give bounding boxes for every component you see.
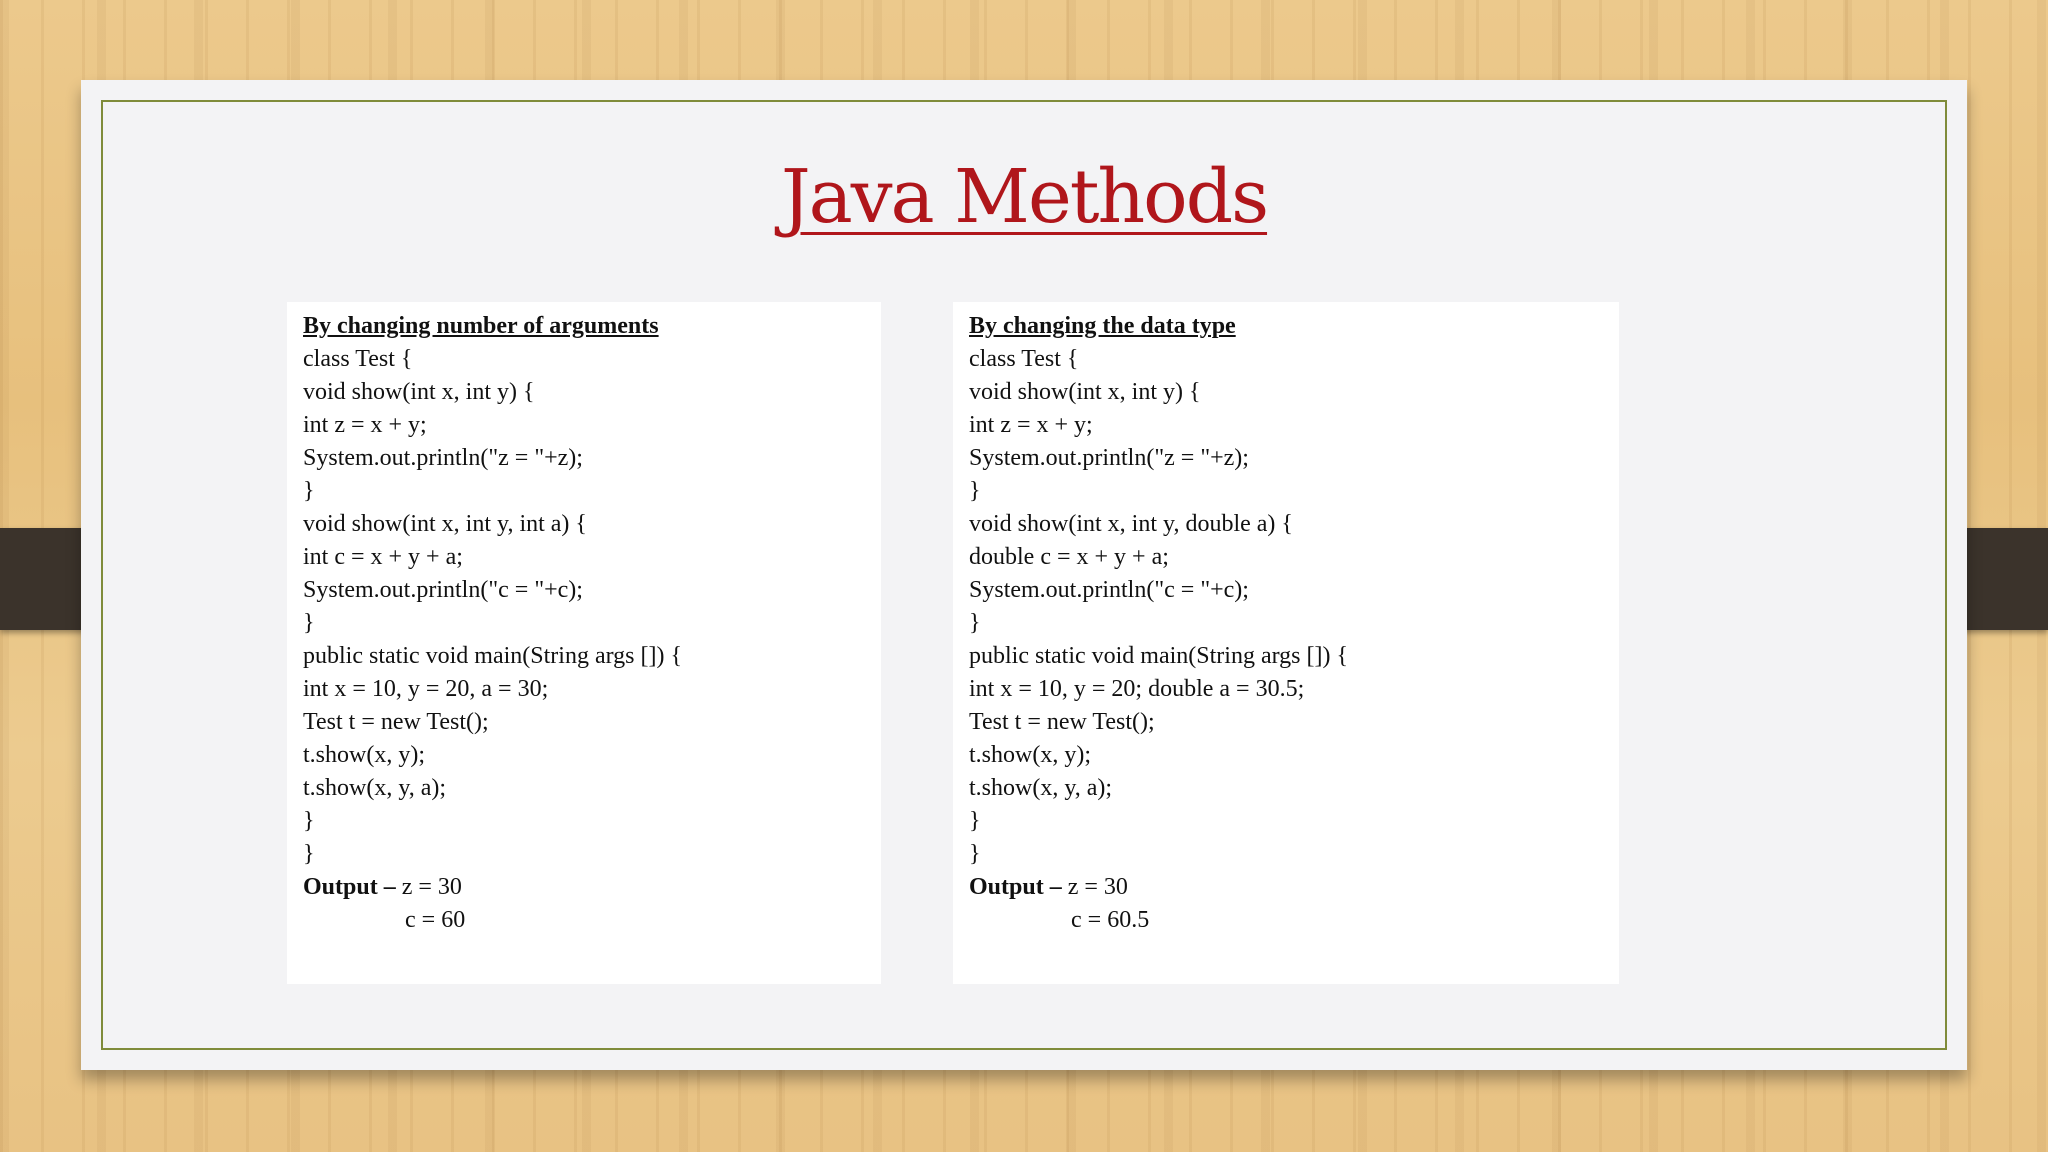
code-line: } — [969, 610, 981, 636]
code-line: } — [303, 478, 315, 504]
code-line: int z = x + y; — [969, 412, 1093, 438]
panel-heading: By changing the data type — [969, 313, 1236, 339]
code-line: t.show(x, y); — [303, 742, 425, 768]
output-label: Output – — [303, 874, 396, 900]
code-line: } — [303, 841, 315, 867]
code-line: int c = x + y + a; — [303, 544, 463, 570]
code-line: } — [303, 610, 315, 636]
code-line: void show(int x, int y, double a) { — [969, 511, 1293, 537]
code-line: void show(int x, int y) { — [303, 379, 535, 405]
code-line: Test t = new Test(); — [969, 709, 1155, 735]
output-value: z = 30 — [1067, 874, 1128, 900]
output-value-2: c = 60.5 — [1071, 907, 1150, 933]
code-line: System.out.println("z = "+z); — [303, 445, 583, 471]
slide-title: Java Methods — [780, 154, 1268, 240]
code-line: System.out.println("c = "+c); — [969, 577, 1249, 603]
code-line: t.show(x, y, a); — [303, 775, 447, 801]
code-panel-number-of-arguments — [287, 302, 881, 984]
code-line: t.show(x, y); — [969, 742, 1091, 768]
code-line: void show(int x, int y) { — [969, 379, 1201, 405]
code-line: Test t = new Test(); — [303, 709, 489, 735]
panel-heading: By changing number of arguments — [303, 313, 659, 339]
code-line: int x = 10, y = 20; double a = 30.5; — [969, 676, 1305, 702]
code-line: } — [303, 808, 315, 834]
code-panel-data-type — [953, 302, 1619, 984]
code-line: int x = 10, y = 20, a = 30; — [303, 676, 549, 702]
output-label: Output – — [969, 874, 1062, 900]
output-value-2: c = 60 — [405, 907, 466, 933]
code-line: t.show(x, y, a); — [969, 775, 1113, 801]
code-line: class Test { — [303, 346, 413, 372]
code-line: System.out.println("c = "+c); — [303, 577, 583, 603]
output-value: z = 30 — [401, 874, 462, 900]
slide — [81, 80, 1967, 1070]
code-line: public static void main(String args []) { — [303, 643, 683, 669]
code-line: } — [969, 478, 981, 504]
code-line: double c = x + y + a; — [969, 544, 1169, 570]
code-line: int z = x + y; — [303, 412, 427, 438]
code-line: System.out.println("z = "+z); — [969, 445, 1249, 471]
code-line: } — [969, 808, 981, 834]
output-line — [969, 871, 1619, 904]
output-line — [303, 871, 881, 904]
code-line: public static void main(String args []) { — [969, 643, 1349, 669]
code-line: void show(int x, int y, int a) { — [303, 511, 587, 537]
code-line: class Test { — [969, 346, 1079, 372]
code-line: } — [969, 841, 981, 867]
